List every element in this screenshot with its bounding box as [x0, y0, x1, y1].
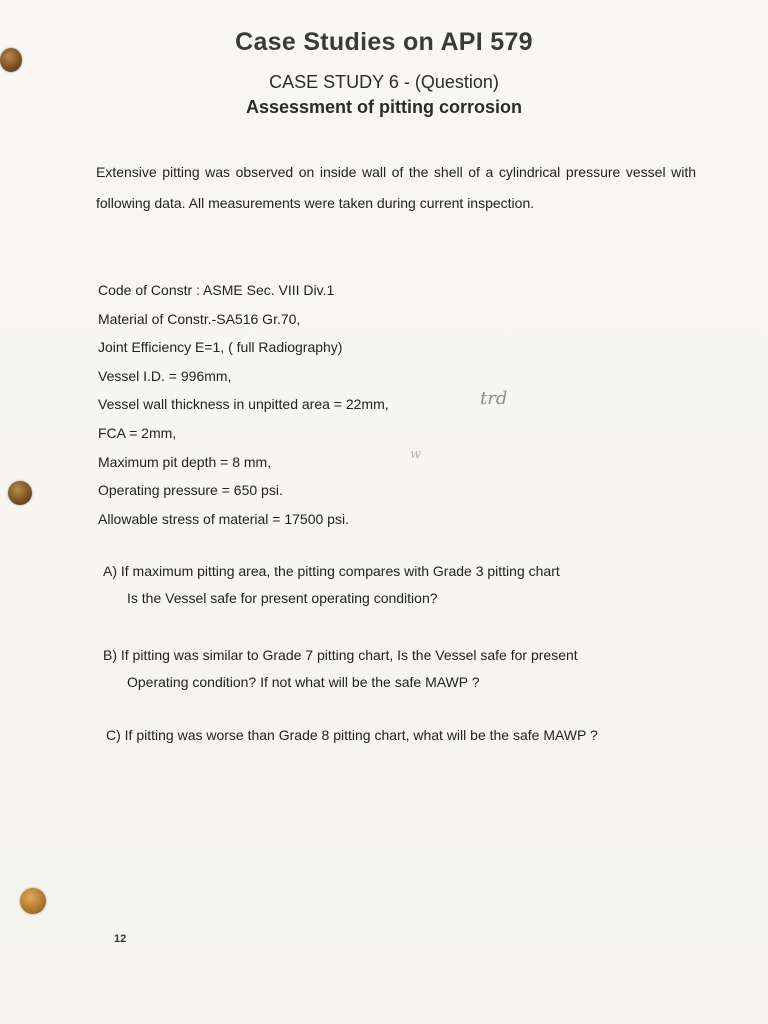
data-line-pit-depth: Maximum pit depth = 8 mm,: [98, 453, 272, 470]
punch-hole-bottom: [20, 888, 46, 914]
data-line-allowable-stress: Allowable stress of material = 17500 psi.: [98, 510, 349, 527]
data-line-wall-thickness: Vessel wall thickness in unpitted area = 22mm,: [98, 396, 389, 413]
question-b-line-1: B) If pitting was similar to Grade 7 pitting chart, Is the Vessel safe for present: [103, 647, 578, 663]
data-line-operating-pressure: Operating pressure = 650 psi.: [98, 482, 283, 499]
data-line-material: Material of Constr.-SA516 Gr.70,: [98, 310, 301, 327]
case-study-topic: Assessment of pitting corrosion: [245, 97, 523, 117]
punch-hole-middle: [8, 481, 32, 505]
question-c: [106, 722, 598, 749]
data-line-joint-efficiency: Joint Efficiency E=1, ( full Radiography): [98, 339, 343, 356]
question-a-line-1: A) If maximum pitting area, the pitting compares with Grade 3 pitting chart: [103, 563, 560, 579]
page-title: Case Studies on API 579: [235, 28, 533, 56]
page-number: 12: [114, 933, 127, 945]
data-line-fca: FCA = 2mm,: [98, 424, 177, 441]
question-b: [103, 642, 578, 696]
intro-paragraph: Extensive pitting was observed on inside wall of the shell of a cylindrical pressure vessel with following data. All measurements were taken during current inspection.: [96, 164, 696, 211]
question-c-line-1: C) If pitting was worse than Grade 8 pitting chart, what will be the safe MAWP ?: [106, 727, 598, 743]
data-line-vessel-id: Vessel I.D. = 996mm,: [98, 367, 232, 384]
handwritten-note-trd: trd: [480, 388, 508, 409]
question-b-line-2: Operating condition? If not what will be the safe MAWP ?: [127, 674, 480, 690]
handwritten-note-w: w: [410, 447, 422, 462]
question-a-line-2: Is the Vessel safe for present operating condition?: [127, 590, 438, 606]
data-line-code: Code of Constr : ASME Sec. VIII Div.1: [98, 282, 335, 298]
case-study-heading: CASE STUDY 6 - (Question): [269, 72, 499, 92]
question-a: [103, 558, 560, 612]
vessel-data-list: [98, 276, 389, 533]
